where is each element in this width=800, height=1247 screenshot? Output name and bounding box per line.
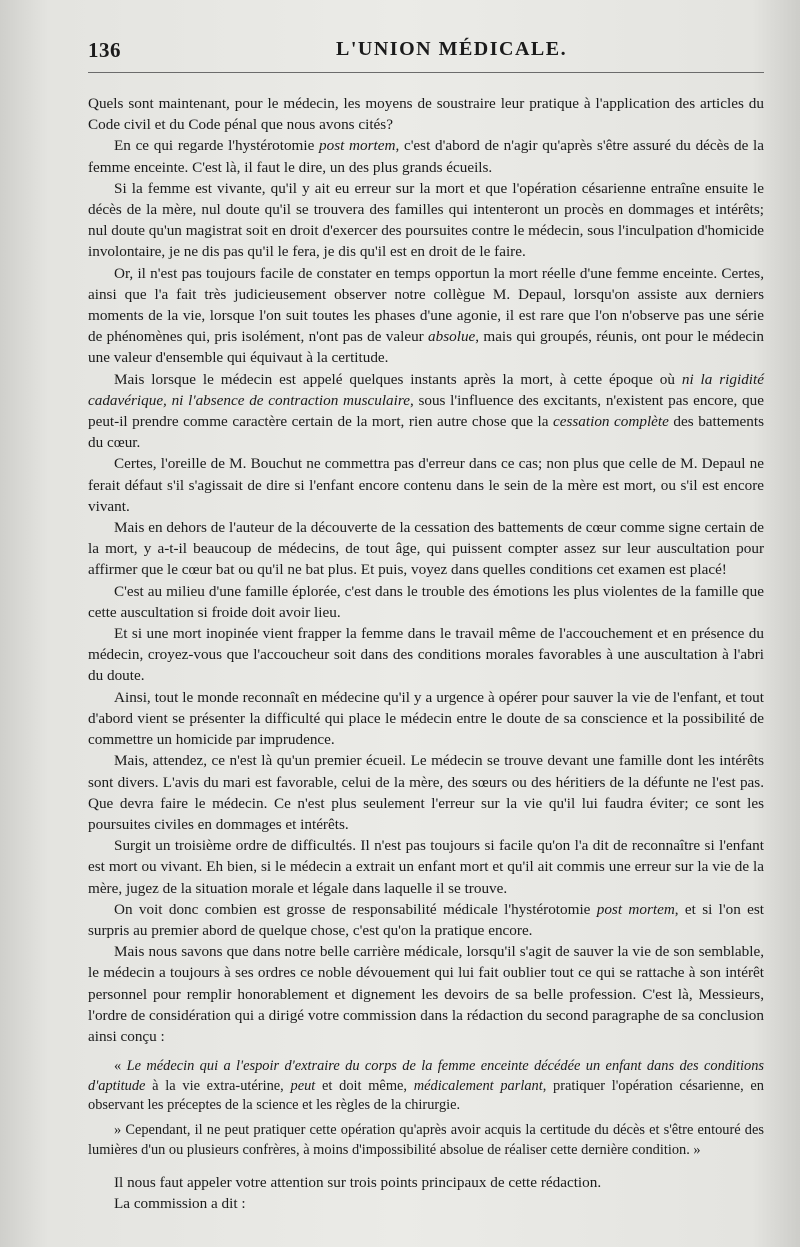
paragraph: [88, 135, 764, 177]
italic-run: post mortem: [596, 900, 675, 918]
closing-line: La commission a dit :: [114, 1195, 246, 1213]
text-run: Certes, l'oreille de M. Bouchut ne commettra pas d'erreur dans ce cas; non plus que celle de M. Depaul ne ferait défaut s'il s'agissait de dire si l'enfant encore contenu dans le sein de la mère est mort, ou s'il est encore vivant.: [88, 455, 764, 515]
text-run: Mais nous savons que dans notre belle carrière médicale, lorsqu'il s'agit de sauver la vie de son semblable, le médecin a toujours à ses ordres ce noble dévouement qui lui fait oublier tout ce qui se rattache à son intérêt personnel pour remplir honorablement et dignement les devoirs de sa belle profession. C'est là, Messieurs, l'ordre de considération qui a dirigé votre commission dans la rédaction du second paragraphe de sa conclusion ainsi conçu :: [88, 943, 764, 1045]
paragraph: [88, 581, 764, 623]
italic-run: Le médecin qui a l'espoir d'extraire du corps de la femme enceinte décédée un enfant dans des conditions d'aptitude: [88, 1058, 764, 1094]
text-run: Si la femme est vivante, qu'il y ait eu erreur sur la mort et que l'opération césarienne entraîne ensuite le décès de la mère, nul doute qu'il se trouvera des familles qui intenteront un procès en dommages et intérêts; nul doute qu'un magistrat soit en droit d'exercer des poursuites contre le médecin, sous l'inculpation d'homicide involontaire, je ne dis pas qu'il le fera, je dis qu'il est en droit de le faire.: [88, 179, 764, 261]
paragraph: [88, 369, 764, 454]
text-run: Ainsi, tout le monde reconnaît en médecine qu'il y a urgence à opérer pour sauver la vie de l'enfant, et tout d'abord vient se présenter la difficulté qui place le médecin entre le doute de sa conscience et la possibilité de commettre un homicide par imprudence.: [88, 688, 764, 749]
text-run: , pratiquer l'opération césarienne, en observant les préceptes de la science et les règles de la chirurgie.: [88, 1077, 764, 1113]
text-run: et doit même,: [315, 1077, 414, 1094]
text-run: C'est au milieu d'une famille éplorée, c'est dans le trouble des émotions les plus violentes de la famille que cette auscultation si froide doit avoir lieu.: [88, 582, 764, 621]
article-body: [88, 93, 764, 1215]
journal-title: L'UNION MÉDICALE.: [336, 38, 568, 60]
italic-run: ni la rigidité cadavérique, ni l'absence de contraction musculaire: [88, 370, 764, 409]
text-run: Mais en dehors de l'auteur de la découverte de la cessation des battements de cœur comme signe certain de la mort, y a-t-il beaucoup de médecins, de tout âge, qui puissent compter assez sur leur auscultation pour affirmer que le cœur bat ou qu'il ne bat plus. Et puis, voyez dans quelles conditions cet examen est placé!: [88, 519, 764, 579]
paragraph: [88, 178, 764, 263]
text-run: Quels sont maintenant, pour le médecin, les moyens de soustraire leur pratique à l'application des articles du Code civil et du Code pénal que nous avons cités?: [88, 95, 764, 134]
text-run: des battements du cœur.: [88, 413, 765, 452]
paragraph-list: [88, 93, 764, 1047]
quote-paragraph: [88, 1057, 764, 1115]
italic-run: absolue: [428, 328, 476, 346]
paragraph: [88, 263, 764, 369]
text-run: «: [114, 1058, 127, 1075]
text-run: Et si une mort inopinée vient frapper la femme dans le travail même de l'accouchement et en présence du médecin, croyez-vous que l'accoucheur soit dans des conditions morales favorables à une auscultation à l'abri du doute.: [88, 625, 764, 685]
paragraph: [88, 623, 764, 687]
text-run: à la vie extra-utérine,: [145, 1077, 291, 1094]
text-run: Surgit un troisième ordre de difficultés. Il n'est pas toujours si facile qu'on l'a dit de reconnaître si l'enfant est mort ou vivant. Eh bien, si le médecin a extrait un enfant mort et qu'il ait commis une erreur sur la vie de la mère, jugez de la situation morale et légale dans laquelle il se trouve.: [88, 837, 764, 897]
quote-paragraph: [88, 1121, 764, 1160]
paragraph: [88, 899, 764, 941]
page-number: 136: [88, 38, 121, 62]
text-run: , sous l'influence des excitants, n'existent pas encore, que peut-il prendre comme caractère certain de la mort, rien autre chose que la: [88, 391, 764, 431]
text-run: , mais qui groupés, réunis, ont pour le médecin une valeur d'ensemble qui équivaut à la certitude.: [88, 328, 764, 367]
text-run: Mais, attendez, ce n'est là qu'un premier écueil. Le médecin se trouve devant une famille dont les intérêts sont divers. L'avis du mari est favorable, celui de la mère, des sœurs ou des héritiers de la défunte ne l'est pas. Que devra faire le médecin. Ce n'est plus seulement l'erreur sur la vie qu'il lui faudra éviter; ce sont les poursuites civiles en dommages et intérêts.: [88, 752, 764, 833]
closing-lines: [88, 1172, 764, 1214]
paragraph: [88, 517, 764, 581]
italic-run: peut: [290, 1077, 316, 1094]
text-run: Mais lorsque le médecin est appelé quelques instants après la mort, à cette époque où: [114, 370, 682, 388]
closing-line: Il nous faut appeler votre attention sur trois points principaux de cette rédaction.: [114, 1174, 602, 1192]
italic-run: cessation complète: [553, 413, 669, 431]
text-run: Or, il n'est pas toujours facile de constater en temps opportun la mort réelle d'une femme enceinte. Certes, ainsi que l'a fait très judicieusement observer notre collègue M. Depaul, lorsqu'on assiste aux derniers moments de la vie, lorsque l'on suit toutes les phases d'une agonie, il est rare que l'on n'observe pas une série de phénomènes qui, pris isolément, n'ont pas de valeur: [88, 264, 764, 346]
italic-run: post mortem: [319, 137, 396, 155]
page-header: [88, 30, 764, 73]
text-run: En ce qui regarde l'hystérotomie: [114, 137, 320, 155]
text-run: » Cependant, il ne peut pratiquer cette opération qu'après avoir acquis la certitude du décès et s'être entouré des lumières d'un ou plusieurs confrères, à moins d'impossibilité absolue de réaliser cette dernière condition. »: [88, 1122, 764, 1158]
paragraph: [88, 941, 764, 1047]
italic-run: médicalement parlant: [413, 1077, 543, 1094]
paragraph: [88, 453, 764, 517]
paragraph: [88, 750, 764, 835]
quoted-conclusion: [88, 1057, 764, 1160]
text-run: , et si l'on est surpris au premier abord de quelque chose, c'est qu'on la pratique encore.: [88, 900, 765, 939]
paragraph: [88, 835, 764, 899]
text-run: , c'est d'abord de n'agir qu'après s'être assuré du décès de la femme enceinte. C'est là, il faut le dire, un des plus grands écueils.: [88, 137, 764, 176]
paragraph: [88, 687, 764, 751]
paragraph: [88, 93, 764, 135]
text-run: On voit donc combien est grosse de responsabilité médicale l'hystérotomie: [114, 900, 597, 918]
